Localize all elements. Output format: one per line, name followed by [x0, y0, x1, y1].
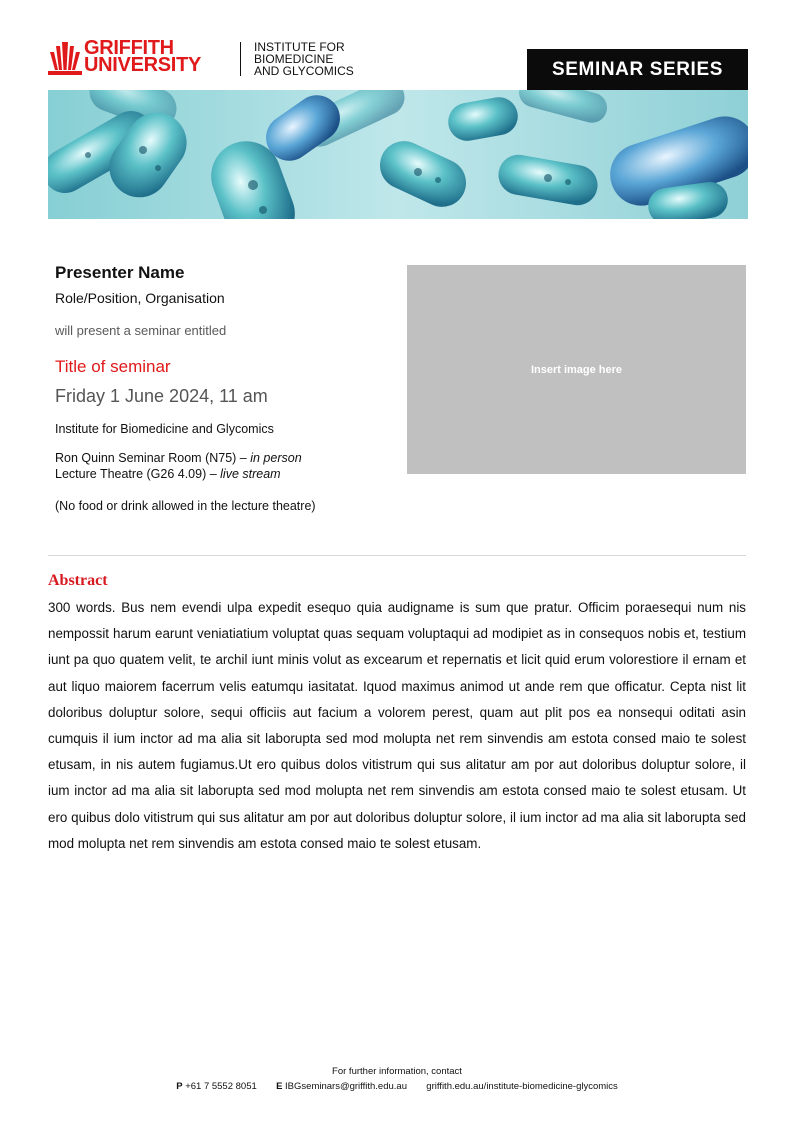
institute-wordmark: INSTITUTE FOR BIOMEDICINE AND GLYCOMICS [254, 40, 354, 78]
phone-label: P [176, 1081, 183, 1092]
hero-bacteria-image [48, 90, 748, 219]
website-link[interactable]: griffith.edu.au/institute-biomedicine-glycomics [426, 1081, 618, 1092]
presenter-role: Role/Position, Organisation [55, 290, 225, 306]
room-mode: live stream [220, 467, 281, 481]
section-divider [48, 555, 746, 556]
university-wordmark [84, 37, 202, 76]
presenter-name: Presenter Name [55, 263, 185, 282]
room-name: Lecture Theatre (G26 4.09) – [55, 467, 221, 481]
room-in-person [55, 451, 302, 465]
email-address[interactable]: IBGseminars@griffith.edu.au [285, 1081, 407, 1092]
griffith-logo-icon [48, 40, 82, 81]
logo-divider [240, 42, 241, 76]
footer-contacts [0, 1081, 794, 1092]
seminar-intro-text: will present a seminar entitled [55, 323, 227, 338]
food-drink-note: (No food or drink allowed in the lecture theatre) [55, 499, 316, 513]
seminar-series-label: SEMINAR SERIES [552, 58, 723, 80]
phone-number: +61 7 5552 8051 [185, 1081, 257, 1092]
footer-contact-heading: For further information, contact [332, 1066, 462, 1077]
room-live-stream [55, 467, 281, 481]
abstract-heading: Abstract [48, 572, 108, 589]
abstract-body: 300 words. Bus nem evendi ulpa expedit esequo quia audigname is sum que pratur. Officim poraesequi num nis nempossit harum earunt veniatiatium voluptat quas sequam voluptaqui ad modipiet as in consequos nobis et, testium iunt pa quo quatem velit, te archil iunt minis volut as excearum et repernatis et licit quid erum volorestiore il ernam et aut liquo maiorem facerrum velis eatumqu iasitatat. Iquod maximus animod ut ande rem que officatur. Cepta nist lit doloribus doluptur solore, sequi officiis aut facium a volorem perest, quam aut plit pos ea nonsequi oditati asin cumquis il ium inctor ad ma alia sit laborupta sed mod molupta net rem sinvendis am estota consed maio te solest etusam, in nis autem fugiamus.Ut ero quibus dolos vitistrum qui sus alitatur am por aut doloribus doluptur solore, il ium inctor ad ma alia sit laborupta sed mod molupta net rem sinvendis am estota consed maio te solest etusam. Ut ero quibus dolo vitistrum qui sus alitatur am por aut doloribus doluptur solore, il ium inctor ad ma alia sit laborupta sed mod molupta net rem sinvendis am estota consed maio te solest etusam. [48, 600, 746, 851]
university-line-1: GRIFFITH [84, 37, 174, 59]
image-placeholder-label: Insert image here [530, 363, 623, 376]
seminar-title: Title of seminar [55, 357, 171, 376]
email-label: E [276, 1081, 283, 1092]
presenter-image-placeholder [407, 265, 746, 474]
room-mode: in person [250, 451, 302, 465]
seminar-institute: Institute for Biomedicine and Glycomics [55, 422, 274, 436]
room-name: Ron Quinn Seminar Room (N75) – [55, 451, 251, 465]
seminar-series-banner [527, 49, 748, 90]
university-line-2: UNIVERSITY [84, 54, 202, 76]
seminar-datetime: Friday 1 June 2024, 11 am [55, 386, 268, 406]
